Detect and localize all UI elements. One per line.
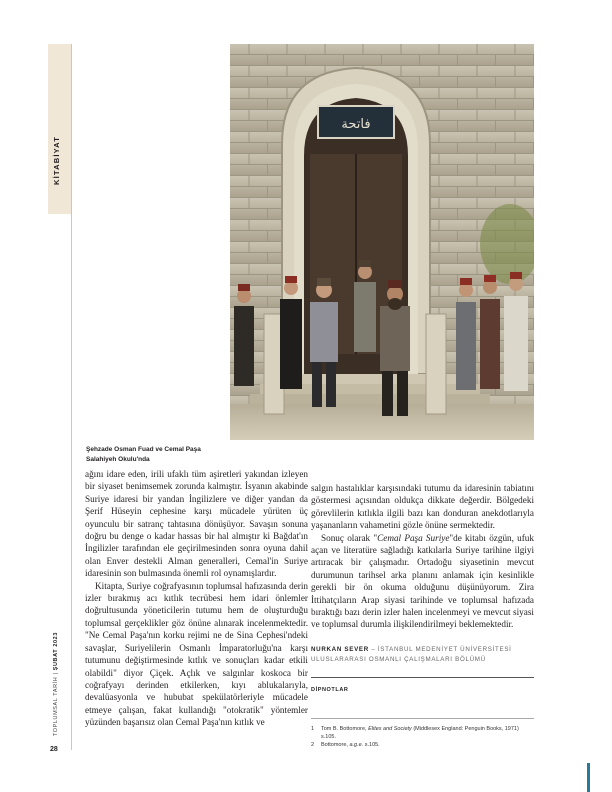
issue-date: ŞUBAT 2023: [53, 632, 59, 671]
page-edge-mark: [587, 763, 590, 792]
footnote-number: 2: [311, 742, 315, 749]
paragraph: salgın hastalıklar karşısındaki tutumu da idaresinin tabiatını göstermesi açısından oldukça dikkate değerdir. Bölgedeki görevlilerin kıtlıkla ilgili bazı kan donduran anekdotlarıyla yaşananların vahametini gözle önüne sermektedir.: [311, 483, 534, 531]
caption-line-1: Şehzade Osman Fuad ve Cemal Paşa: [86, 446, 201, 453]
article-column-left: [85, 468, 308, 729]
section-label: KİTABİYAT: [52, 136, 61, 185]
footnotes-heading: DİPNOTLAR: [311, 686, 349, 693]
footnote-item: [311, 741, 534, 749]
paragraph: Kitapta, Suriye coğrafyasının toplumsal hafızasında derin izler bırakmış acı kıtlık tecrübesi hem idari önlemler doğrultusunda yöneticilerin tutumu hem de oluşturduğu toplumsal gerçeklikler göz önüne alınarak incelenmektedir. "Ne Cemal Paşa'nın korku rejimi ne de Sina Cephesi'ndeki savaşlar, Suriyelilerin Osmanlı İmparatorluğu'na karşı tutumunu değiştirmesinde kıtlık ve sonuçları kadar etkili olabildi" diyor Çiçek. Açlık ve salgınlar koskoca bir coğrafyayı derinden etkilerken, kıyı ablukalarıyla, devalüasyonla ve hububat spekülatörleriyle mücadele etmeye çalışan, fakat kullandığı "otokratik" yöntemler yüzünden başarısız olan Cemal Paşa'nın kıtlık ve: [85, 580, 308, 728]
author-affiliation: İSTANBUL MEDENİYET ÜNİVERSİTESİ ULUSLARARASI OSMANLI ÇALIŞMALARI BÖLÜMÜ: [311, 645, 512, 663]
footnotes-list: [311, 718, 534, 749]
paragraph: Sonuç olarak "Cemal Paşa Suriye"de kitabı özgün, ufuk açan ve literatüre sağladığı katkılarla Suriye tarihine ilgiyi artıracak bir çalışmadır. Ortadoğu siyasetinin mevcut durumunun tarihsel arka planını anlamak için kesinlikle gerekli bir ön okuma olduğunu düşünüyorum. Zira İttihatçıların Arap siyasi tarihinde ve toplumsal hafızada bıraktığı bazı derin izler halen incelenmeyi ve mevcut siyasi ve toplumsal durumla ilişkilendirilmeyi beklemektedir.: [311, 532, 534, 630]
author-block: NURKAN SEVER – İSTANBUL MEDENİYET ÜNİVERSİTESİ ULUSLARARASI OSMANLI ÇALIŞMALARI BÖLÜMÜ: [311, 645, 512, 663]
page-number: 28: [50, 746, 58, 753]
footnote-text: Bottomore, a.g.e. s.105.: [321, 742, 380, 749]
running-head: TOPLUMSAL TARİH | ŞUBAT 2023: [53, 632, 59, 737]
magazine-name: TOPLUMSAL TARİH: [53, 676, 59, 737]
historical-photograph: [230, 44, 534, 440]
author-name: NURKAN SEVER: [311, 645, 369, 653]
margin-rule: [71, 44, 72, 750]
footnote-number: 1: [311, 726, 315, 733]
paragraph: ağını idare eden, irili ufaklı tüm aşiretleri yakından izleyen bir siyaset benimsemek zorunda kalmıştır. İsyanın akabinde Suriye idaresi bir yandan İngilizlere ve diğer yandan da Şerif Hüseyin cephesine karşı mücadele yürüten üç oyunculu bir satranç tahtasına dönüşüyor. Savaşın sonuna doğru bu denge o kadar hassas bir hal almıştır ki Bağdat'ın İngilizler tarafından ele geçirilmesinden sonra oyuna dahil olan Enver destekli Alman generalleri, Cemal'in Suriye idaresinin son bulmasında önemli rol oynamışlardır.: [85, 469, 308, 579]
plaque-inscription: فاتحة: [341, 117, 371, 132]
photo-caption: [86, 445, 226, 465]
footnotes-header: [311, 677, 534, 696]
section-tab: [48, 44, 72, 214]
article-column-right: [311, 482, 534, 749]
footnote-text: Tom B. Bottomore, Elites and Society (Middlesex England: Penguin Books, 1971) s.105.: [321, 726, 519, 741]
footnote-item: [311, 725, 534, 741]
caption-line-2: Salahiyeh Okulu'nda: [86, 456, 150, 463]
